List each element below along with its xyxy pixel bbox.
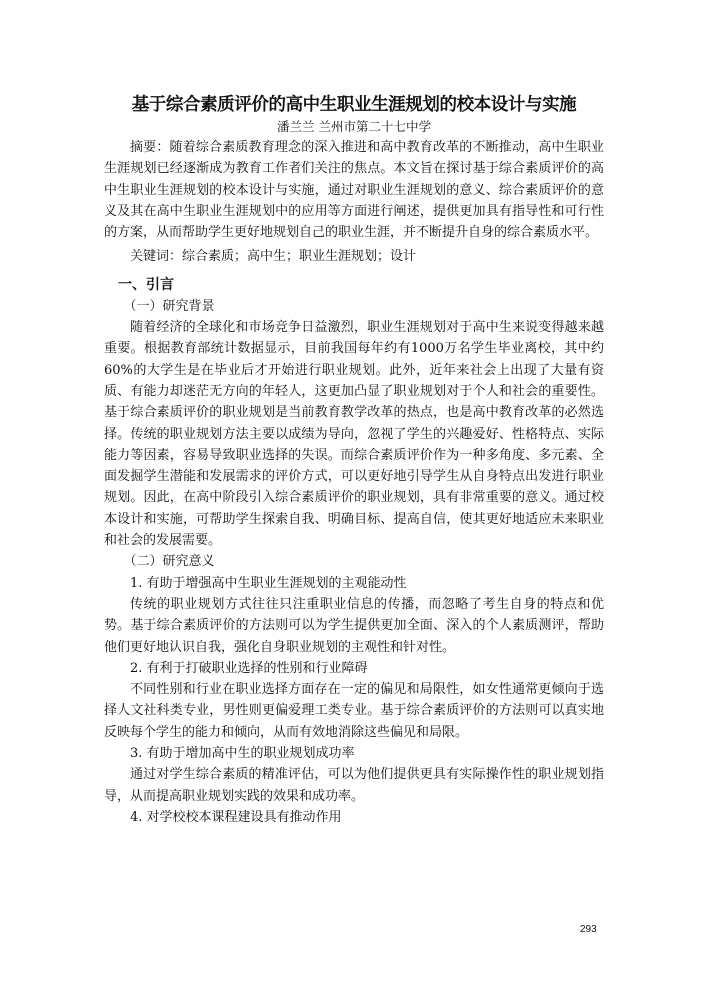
article-title: 基于综合素质评价的高中生职业生涯规划的校本设计与实施	[131, 95, 577, 115]
keywords-line: 关键词：综合素质；高中生；职业生涯规划；设计	[130, 249, 417, 265]
subsection-heading-background: （一）研究背景	[123, 298, 215, 314]
item-paragraph-3: 通过对学生综合素质的精准评估，可以为他们提供更具有实际操作性的职业规划指导，从而提高职业规划实践的效果和成功率。	[104, 767, 604, 804]
item-heading-2: 2. 有利于打破职业选择的性别和行业障碍	[130, 660, 368, 676]
item-heading-3: 3. 有助于增加高中生的职业规划成功率	[130, 746, 355, 762]
item-paragraph-2: 不同性别和行业在职业选择方面存在一定的偏见和局限性，如女性通常更倾向于选择人文社科类专业，男性则更偏爱理工类专业。基于综合素质评价的方法则可以真实地反映每个学生的能力和倾向，从而有效地消除这些偏见和局限。	[104, 682, 604, 740]
article-body	[104, 92, 604, 828]
abstract-paragraph: 摘要：随着综合素质教育理念的深入推进和高中教育改革的不断推动，高中生职业生涯规划已经逐渐成为教育工作者们关注的焦点。本文旨在探讨基于综合素质评价的高中生职业生涯规划的校本设计与实施，通过对职业生涯规划的意义、综合素质评价的意义及其在高中生职业生涯规划中的应用等方面进行阐述，提供更加具有指导性和可行性的方案，从而帮助学生更好地规划自己的职业生涯，并不断提升自身的综合素质水平。	[104, 140, 604, 241]
section-heading-intro: 一、引言	[118, 276, 174, 293]
subsection-heading-significance: （二）研究意义	[123, 554, 215, 570]
page-number: 293	[580, 924, 597, 935]
item-heading-1: 1. 有助于增强高中生职业生涯规划的主观能动性	[130, 575, 407, 591]
author-line: 潘兰兰 兰州市第二十七中学	[277, 119, 431, 134]
item-paragraph-1: 传统的职业规划方式往往只注重职业信息的传播，而忽略了考生自身的特点和优势。基于综合素质评价的方法则可以为学生提供更加全面、深入的个人素质测评，帮助他们更好地认识自我，强化自身职业规划的主观性和针对性。	[104, 596, 604, 655]
item-heading-4: 4. 对学校校本课程建设具有推动作用	[130, 809, 342, 825]
background-paragraph: 随着经济的全球化和市场竞争日益激烈，职业生涯规划对于高中生来说变得越来越重要。根据教育部统计数据显示，目前我国每年约有1000万名学生毕业离校，其中约60%的大学生是在毕业后才开始进行职业规划。此外，近年来社会上出现了大量有资质、有能力却迷茫无方向的年轻人，这更加凸显了职业规划对于个人和社会的重要性。 基于综合素质评价的职业规划是当前教育教学改革的热点，也是高中教育改革的必然选择。传统的职业规划方法主要以成绩为导向，忽视了学生的兴趣爱好、性格特点、实际能力等因素，容易导致职业选择的失误。而综合素质评价作为一种多角度、多元素、全面发掘学生潜能和发展需求的评价方式，可以更好地引导学生从自身特点出发进行职业规划。因此，在高中阶段引入综合素质评价的职业规划，具有非常重要的意义。通过校本设计和实施，可帮助学生探索自我、明确目标、提高自信，使其更好地适应未来职业和社会的发展需要。	[104, 320, 604, 549]
